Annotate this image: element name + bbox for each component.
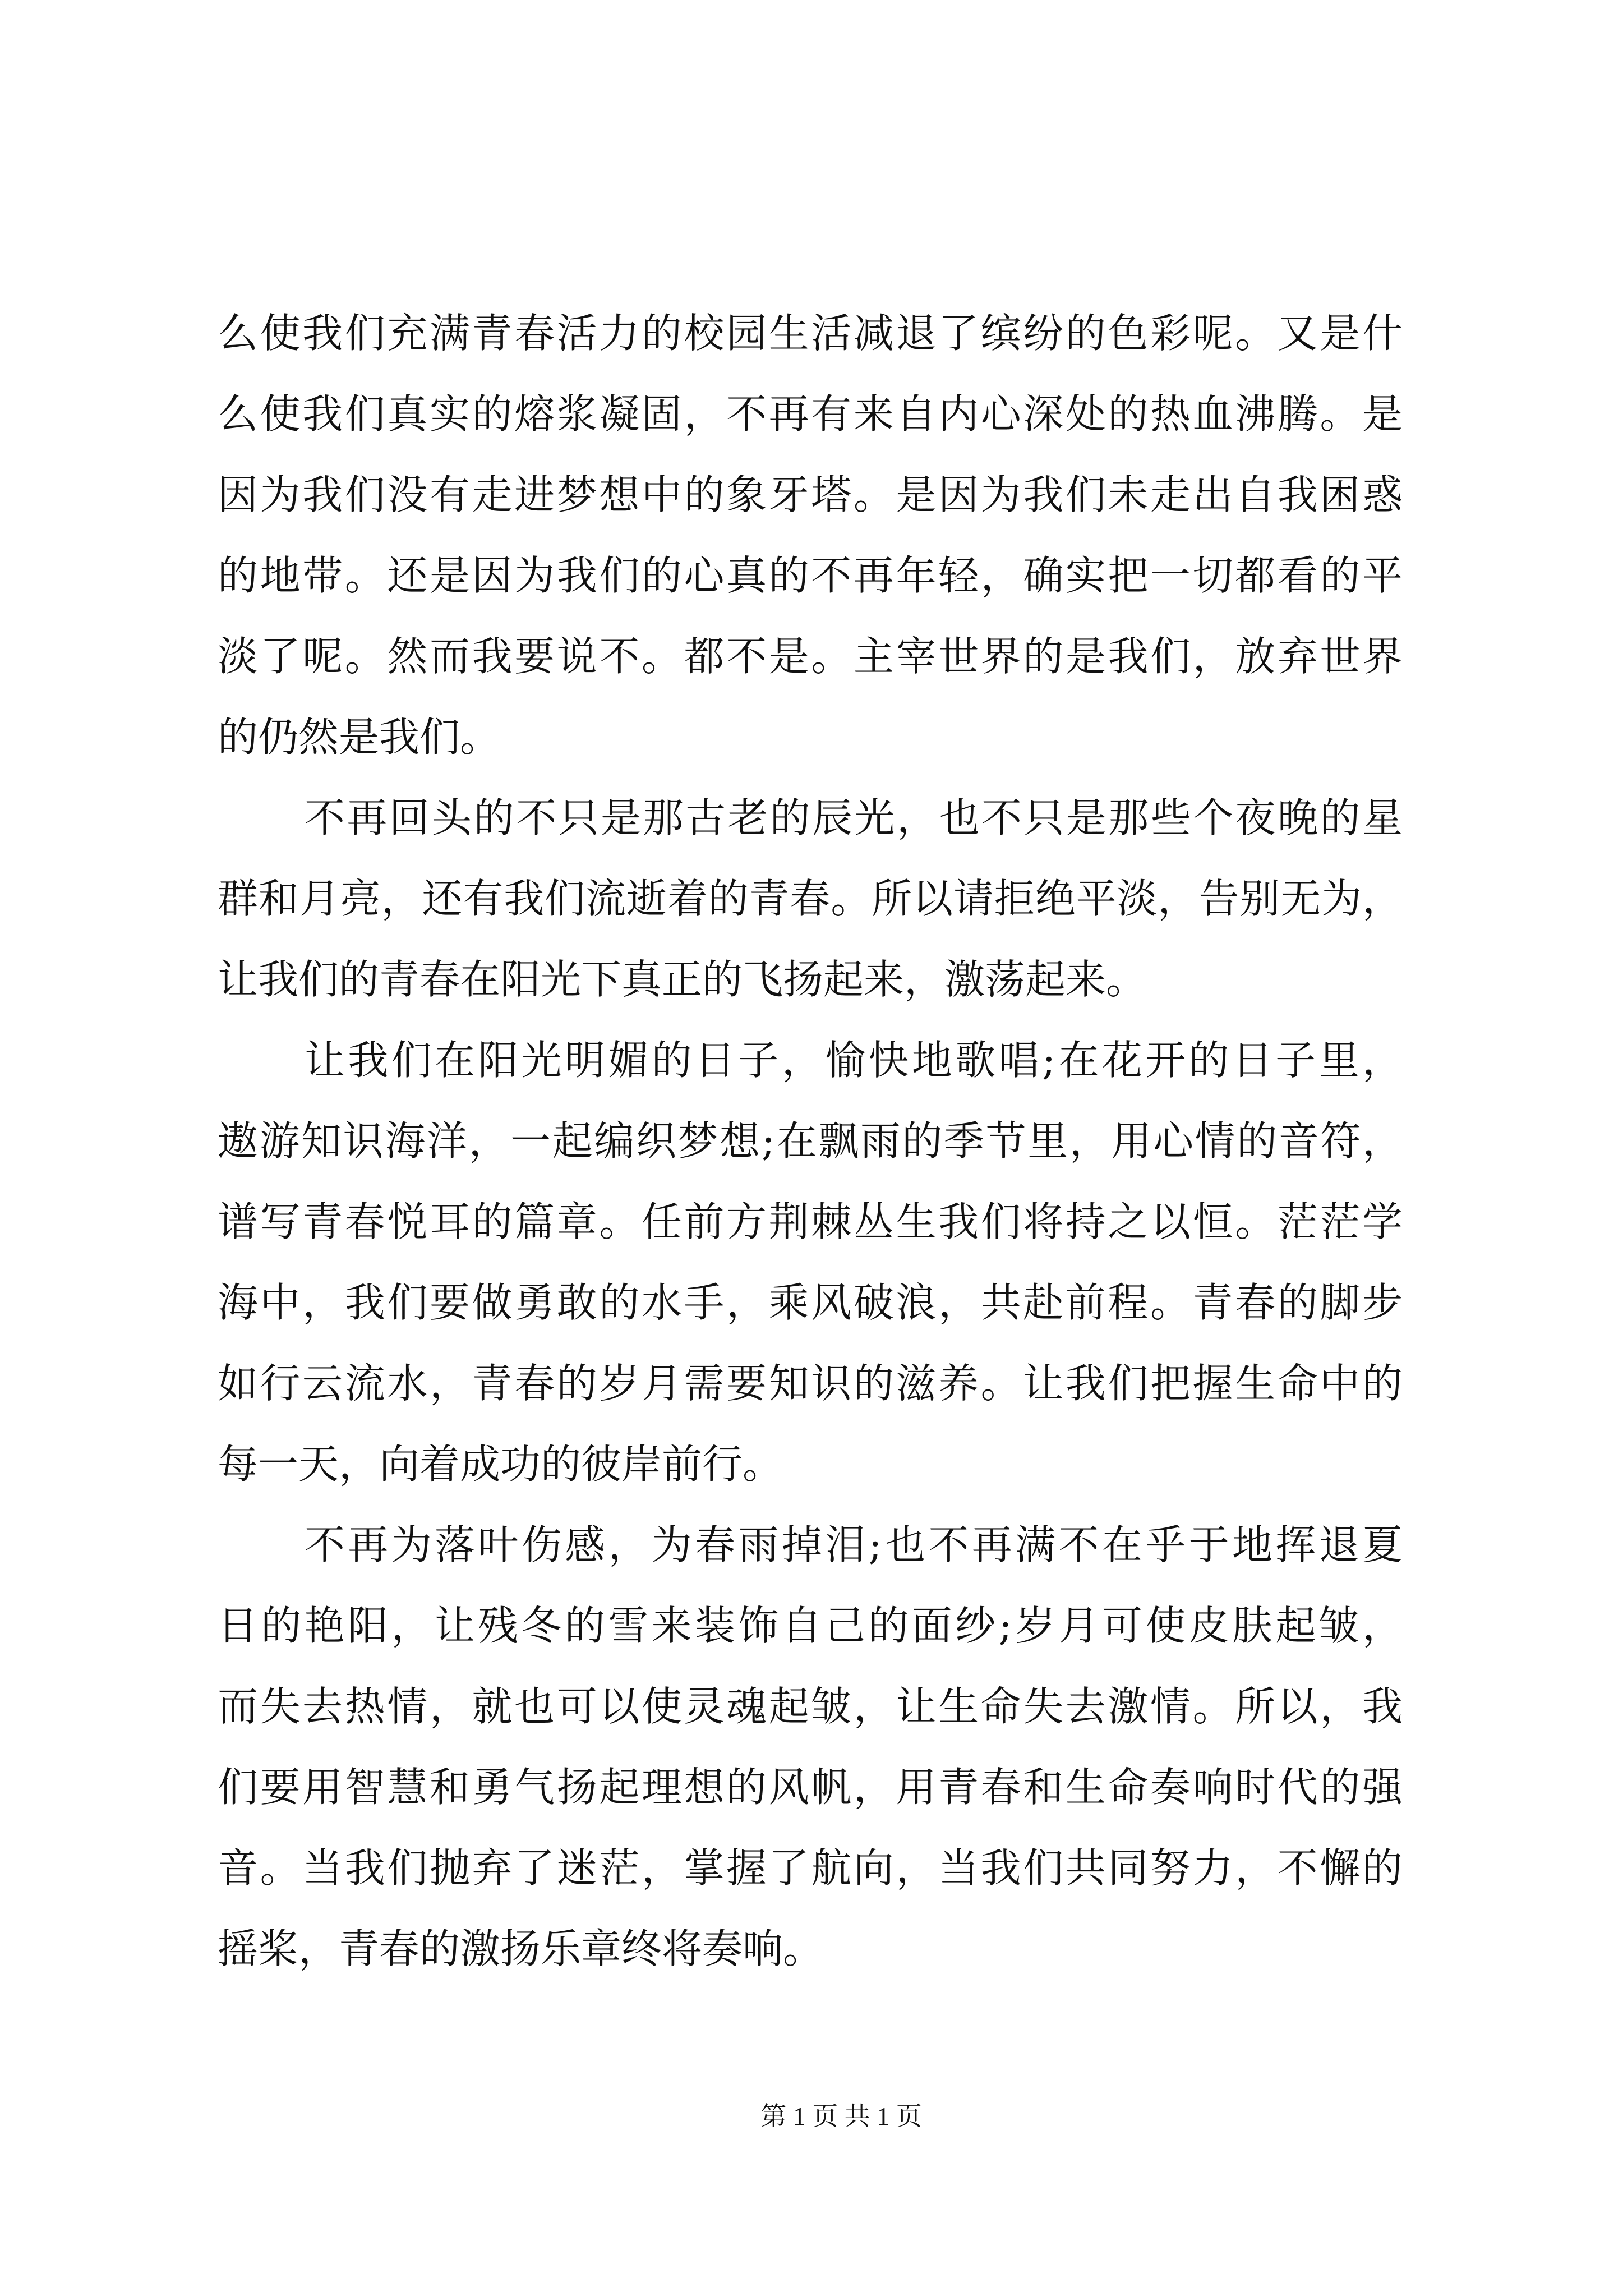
text-line: 么使我们真实的熔浆凝固，不再有来自内心深处的热血沸腾。是 — [218, 390, 1403, 438]
text-line: 日的艳阳，让残冬的雪来装饰自己的面纱;岁月可使皮肤起皱， — [218, 1602, 1403, 1649]
text-line: 淡了呢。然而我要说不。都不是。主宰世界的是我们，放弃世界 — [218, 633, 1403, 680]
text-line: 不再为落叶伤感，为春雨掉泪;也不再满不在乎于地挥退夏 — [305, 1521, 1403, 1568]
text-line: 而失去热情，就也可以使灵魂起皱，让生命失去激情。所以，我 — [218, 1683, 1403, 1730]
text-line: 的地带。还是因为我们的心真的不再年轻，确实把一切都看的平 — [218, 552, 1403, 599]
text-line: 让我们在阳光明媚的日子，愉快地歌唱;在花开的日子里， — [305, 1037, 1403, 1084]
text-line: 们要用智慧和勇气扬起理想的风帆，用青春和生命奏响时代的强 — [218, 1764, 1403, 1811]
text-line: 么使我们充满青春活力的校园生活减退了缤纷的色彩呢。又是什 — [218, 310, 1403, 357]
text-line: 海中，我们要做勇敢的水手，乘风破浪，共赴前程。青春的脚步 — [218, 1279, 1403, 1326]
text-line: 音。当我们抛弃了迷茫，掌握了航向，当我们共同努力，不懈的 — [218, 1844, 1403, 1892]
text-line: 谱写青春悦耳的篇章。任前方荆棘丛生我们将持之以恒。茫茫学 — [218, 1198, 1403, 1245]
document-body — [218, 293, 1403, 1989]
text-line: 群和月亮，还有我们流逝着的青春。所以请拒绝平淡，告别无为， — [218, 875, 1403, 922]
text-line: 不再回头的不只是那古老的辰光，也不只是那些个夜晚的星 — [305, 794, 1403, 841]
text-line: 摇桨，青春的激扬乐章终将奏响。 — [218, 1925, 824, 1972]
text-line: 遨游知识海洋，一起编织梦想;在飘雨的季节里，用心情的音符， — [218, 1117, 1403, 1165]
text-line: 的仍然是我们。 — [218, 714, 501, 761]
text-line: 让我们的青春在阳光下真正的飞扬起来，激荡起来。 — [218, 956, 1147, 1003]
page-footer: 第 1 页 共 1 页 — [760, 2102, 922, 2131]
text-line: 因为我们没有走进梦想中的象牙塔。是因为我们未走出自我困惑 — [218, 471, 1403, 518]
text-line: 每一天，向着成功的彼岸前行。 — [218, 1441, 783, 1488]
paragraph — [218, 777, 1403, 1020]
paragraph — [218, 293, 1403, 777]
text-line: 如行云流水，青春的岁月需要知识的滋养。让我们把握生命中的 — [218, 1360, 1403, 1407]
paragraph — [218, 1020, 1403, 1504]
paragraph — [218, 1504, 1403, 1989]
